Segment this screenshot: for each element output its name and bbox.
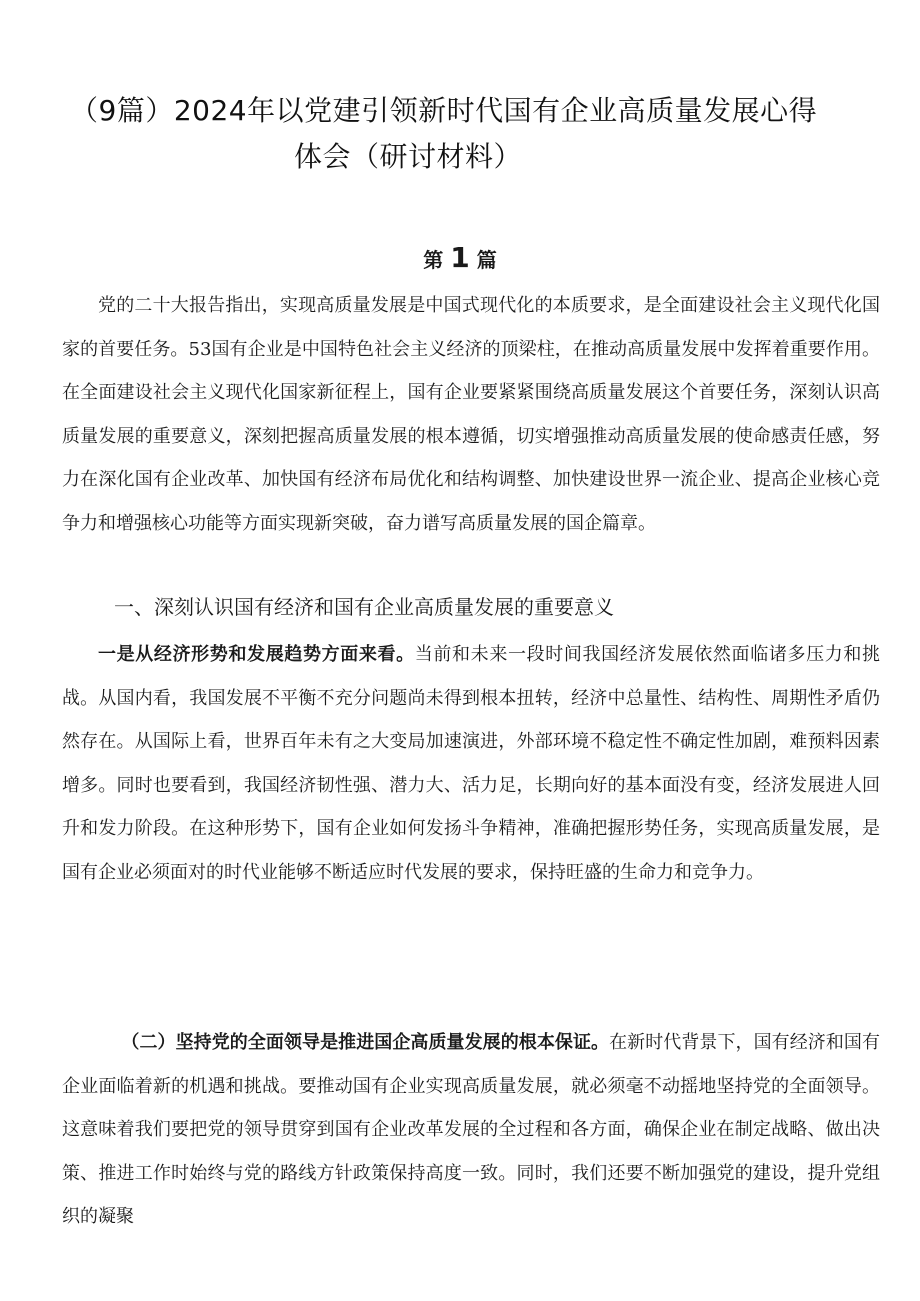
- paragraph-2-lead: 一是从经济形势和发展趋势方面来看。: [98, 644, 415, 665]
- heading-suffix: 篇: [476, 248, 497, 272]
- paragraph-2: [62, 633, 880, 895]
- document-title: [70, 88, 870, 180]
- paragraph-3: [62, 1021, 880, 1239]
- paragraph-2-block: [62, 633, 880, 895]
- heading-prefix: 第: [423, 248, 444, 272]
- paragraph-3-body: 在新时代背景下，国有经济和国有企业面临着新的机遇和挑战。要推动国有企业实现高质量发展，就必须毫不动摇地坚持党的全面领导。这意味着我们要把党的领导贯穿到国有企业改革发展的全过程和各方面，确保企业在制定战略、做出决策、推进工作时始终与党的路线方针政策保持高度一致。同时，我们还要不断加强党的建设，提升党组织的凝聚: [62, 1032, 880, 1228]
- intro-paragraph: 党的二十大报告指出，实现高质量发展是中国式现代化的本质要求，是全面建设社会主义现代化国家的首要任务。53国有企业是中国特色社会主义经济的顶梁柱，在推动高质量发展中发挥着重要作用。在全面建设社会主义现代化国家新征程上，国有企业要紧紧围绕高质量发展这个首要任务，深刻认识高质量发展的重要意义，深刻把握高质量发展的根本遵循，切实增强推动高质量发展的使命感责任感，努力在深化国有企业改革、加快国有经济布局优化和结构调整、加快建设世界一流企业、提高企业核心竞争力和增强核心功能等方面实现新突破，奋力谱写高质量发展的国企篇章。: [62, 295, 880, 534]
- paragraph-3-block: [62, 1021, 880, 1239]
- paragraph-3-lead: （二）坚持党的全面领导是推进国企高质量发展的根本保证。: [121, 1032, 610, 1053]
- paragraph-2-body: 当前和未来一段时间我国经济发展依然面临诸多压力和挑战。从国内看，我国发展不平衡不充分问题尚未得到根本扭转，经济中总量性、结构性、周期性矛盾仍然存在。从国际上看，世界百年未有之大变局加速演进，外部环境不稳定性不确定性加剧，难预料因素增多。同时也要看到，我国经济韧性强、潜力大、活力足，长期向好的基本面没有变，经济发展进人回升和发力阶段。在这种形势下，国有企业如何发扬斗争精神，准确把握形势任务，实现高质量发展，是国有企业必须面对的时代业能够不断适应时代发展的要求，保持旺盛的生命力和竞争力。: [62, 644, 880, 883]
- section-1-title: 一、深刻认识国有经济和国有企业高质量发展的重要意义: [114, 595, 614, 619]
- title-line-1: （9篇）2024年以党建引领新时代国有企业高质量发展心得: [70, 94, 818, 127]
- intro-paragraph-block: [62, 284, 880, 546]
- chapter-heading: [0, 240, 920, 278]
- title-line-2: 体会（研讨材料）: [294, 140, 523, 173]
- heading-number: 1: [450, 241, 470, 274]
